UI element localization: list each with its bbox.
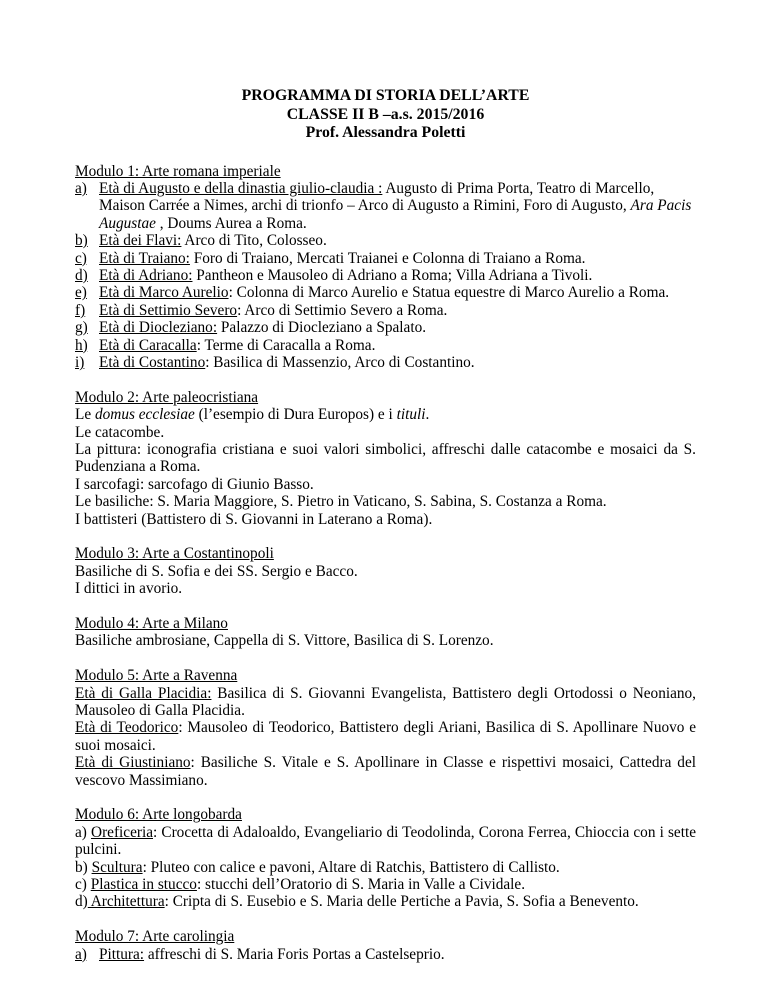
header-title: PROGRAMMA DI STORIA DELL’ARTE: [241, 87, 530, 104]
module-7-list: [75, 946, 696, 963]
list-item: [75, 250, 696, 267]
list-marker: d): [75, 893, 88, 911]
list-marker: d): [75, 266, 88, 284]
list-marker: h): [75, 336, 88, 354]
list-marker: f): [75, 301, 86, 319]
module-6-paragraph: [75, 859, 696, 876]
paragraph-text: : Crocetta di Adaloaldo, Evangeliario di Teodolinda, Corona Ferrea, Chioccia con i sette pulcini.: [75, 823, 696, 859]
module-3-title: Modulo 3: Arte a Costantinopoli: [75, 545, 274, 563]
list-marker: a): [75, 179, 87, 197]
list-item-text: affreschi di S. Maria Foris Portas a Castelseprio.: [144, 945, 445, 963]
list-item-text: : Terme di Caracalla a Roma.: [196, 336, 376, 354]
paragraph-heading: Scultura: [91, 858, 143, 876]
list-item-heading: Età di Traiano:: [99, 249, 190, 267]
list-item-heading: Età di Adriano:: [99, 266, 193, 284]
list-item-text: Augusto di Prima Porta, Teatro di Marcello, Maison Carrée a Nimes, archi di trionfo – Arco di Augusto a Rimini, Foro di Augusto,: [99, 179, 655, 215]
list-item: [75, 319, 696, 336]
list-item: [75, 302, 696, 319]
paragraph-heading: Età di Galla Placidia:: [75, 684, 212, 702]
module-5-title: Modulo 5: Arte a Ravenna: [75, 667, 238, 685]
paragraph-heading: Architettura: [87, 893, 165, 911]
paragraph-heading: Età di Teodorico: [75, 719, 179, 737]
module-2: [75, 389, 696, 528]
module-3-line: Basiliche di S. Sofia e dei SS. Sergio e Bacco.: [75, 562, 358, 580]
module-5-paragraph: [75, 685, 696, 720]
module-2-line: [75, 406, 696, 423]
list-marker: a): [75, 945, 87, 963]
module-4: [75, 615, 696, 650]
paragraph-text: : Pluteo con calice e pavoni, Altare di Ratchis, Battistero di Callisto.: [142, 858, 560, 876]
module-3-line: I dittici in avorio.: [75, 580, 183, 598]
module-2-line: Le basiliche: S. Maria Maggiore, S. Pietro in Vaticano, S. Sabina, S. Costanza a Roma.: [75, 493, 607, 511]
list-item-text: : Colonna di Marco Aurelio e Statua equestre di Marco Aurelio a Roma.: [228, 284, 670, 302]
list-marker: b): [75, 232, 88, 250]
text-italic: domus ecclesiae: [94, 406, 195, 424]
paragraph-text: : Mausoleo di Teodorico, Battistero degli Ariani, Basilica di S. Apollinare Nuovo e suoi mosaici.: [75, 719, 696, 754]
paragraph-heading: Oreficeria: [91, 823, 154, 841]
module-1-list: [75, 180, 696, 371]
paragraph-text: : Cripta di S. Eusebio e S. Maria delle Pertiche a Pavia, S. Sofia a Benevento.: [164, 893, 639, 911]
module-6: [75, 806, 696, 910]
list-item: [75, 284, 696, 301]
header-teacher: Prof. Alessandra Poletti: [305, 124, 466, 141]
list-marker: g): [75, 319, 88, 337]
module-2-title: Modulo 2: Arte paleocristiana: [75, 388, 259, 406]
paragraph-text: Basilica di S. Giovanni Evangelista, Battistero degli Ortodossi o Neoniano, Mausoleo di Galla Placidia.: [75, 684, 697, 720]
list-item-heading: Età di Marco Aurelio: [99, 284, 229, 302]
list-item: [75, 267, 696, 284]
list-item: [75, 354, 696, 371]
module-2-line: La pittura: iconografia cristiana e suoi valori simbolici, affreschi dalle catacombe e mosaici da S. Pudenziana a Roma.: [75, 440, 696, 476]
list-item-text: : Basilica di Massenzio, Arco di Costantino.: [205, 353, 475, 371]
text-run: .: [425, 406, 430, 424]
list-marker: i): [75, 353, 85, 371]
list-item-heading: Età dei Flavi:: [99, 232, 182, 250]
list-marker: a): [75, 823, 92, 841]
paragraph-text: : Basiliche S. Vitale e S. Apollinare in Classe e rispettivi mosaici, Cattedra del vescovo Massimiano.: [75, 754, 696, 789]
module-1: [75, 163, 696, 372]
paragraph-heading: Plastica in stucco: [90, 876, 197, 894]
module-4-line: Basiliche ambrosiane, Cappella di S. Vittore, Basilica di S. Lorenzo.: [75, 632, 494, 650]
list-marker: c): [75, 876, 91, 894]
list-item-text: : Arco di Settimio Severo a Roma.: [237, 301, 448, 319]
module-6-paragraph: [75, 876, 696, 893]
module-7-title: Modulo 7: Arte carolingia: [75, 928, 235, 946]
list-item-heading: Pittura:: [99, 945, 145, 963]
list-item-text: Palazzo di Diocleziano a Spalato.: [217, 319, 427, 337]
list-item-text: Arco di Tito, Colosseo.: [181, 232, 327, 250]
text-run: Le: [75, 406, 95, 424]
module-5-paragraph: [75, 754, 696, 789]
document-header: [75, 87, 696, 143]
module-5: [75, 667, 696, 789]
text-run: (l’esempio di Dura Europos) e i: [194, 406, 397, 424]
list-item-heading: Età di Diocleziano:: [99, 319, 218, 337]
list-item: [75, 232, 696, 249]
module-5-paragraph: [75, 719, 696, 754]
list-item: [75, 180, 696, 232]
paragraph-heading: Età di Giustiniano: [75, 754, 191, 772]
list-item-heading: Età di Costantino: [99, 353, 206, 371]
module-4-title: Modulo 4: Arte a Milano: [75, 615, 228, 633]
module-3: [75, 545, 696, 597]
list-item-text: Foro di Traiano, Mercati Traianei e Colonna di Traiano a Roma.: [189, 249, 586, 267]
header-class: CLASSE II B –a.s. 2015/2016: [286, 105, 485, 123]
module-6-paragraph: [75, 893, 696, 910]
module-2-line: Le catacombe.: [75, 423, 165, 441]
list-item: [75, 946, 696, 963]
module-6-paragraph: [75, 824, 696, 859]
paragraph-text: : stucchi dell’Oratorio di S. Maria in Valle a Cividale.: [196, 876, 526, 894]
list-item-text: , Doums Aurea a Roma.: [155, 214, 307, 232]
module-2-line: I sarcofagi: sarcofago di Giunio Basso.: [75, 475, 314, 493]
list-item: [75, 337, 696, 354]
module-2-line: I battisteri (Battistero di S. Giovanni in Laterano a Roma).: [75, 510, 433, 528]
module-6-title: Modulo 6: Arte longobarda: [75, 806, 242, 824]
list-item-heading: Età di Caracalla: [99, 336, 197, 354]
list-item-heading: Età di Settimio Severo: [99, 301, 238, 319]
module-1-title: Modulo 1: Arte romana imperiale: [75, 162, 281, 180]
list-marker: c): [75, 249, 87, 267]
list-marker: b): [75, 858, 92, 876]
list-item-heading: Età di Augusto e della dinastia giulio-claudia :: [99, 179, 383, 197]
list-item-text: Pantheon e Mausoleo di Adriano a Roma; Villa Adriana a Tivoli.: [192, 266, 593, 284]
module-7: [75, 928, 696, 963]
text-italic: tituli: [396, 406, 426, 424]
list-item-italic: Ara Pacis Augustae: [99, 197, 692, 232]
list-marker: e): [75, 284, 87, 302]
